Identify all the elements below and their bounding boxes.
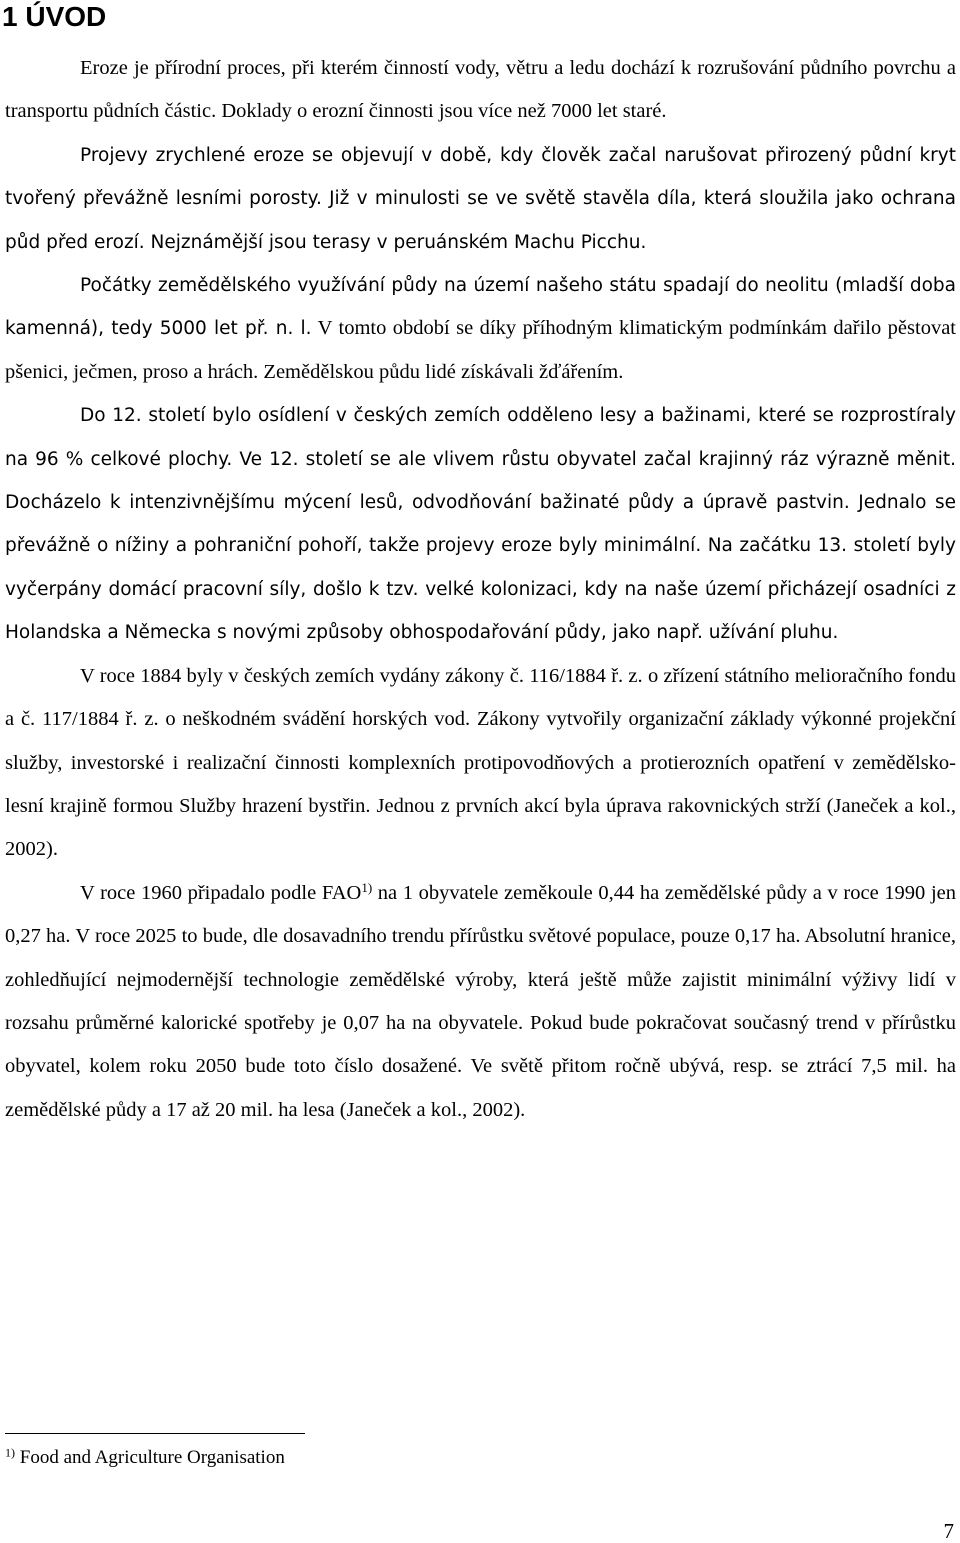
paragraph-agriculture-origins-rest: V tomto období se díky příhodným klimatickým podmínkám dařilo pěstovat pšenici, ječmen, proso a hrách. Zemědělskou půdu lidé získávali žďářením. (5, 317, 956, 383)
paragraph-settlement-history (5, 394, 956, 654)
chapter-heading: 1 ÚVOD (2, 1, 107, 32)
paragraph-accelerated-erosion (5, 134, 956, 264)
page-number: 7 (943, 1519, 954, 1543)
footnote-text: Food and Agriculture Organisation (15, 1447, 285, 1468)
paragraph-erosion-definition: Eroze je přírodní proces, při kterém činností vody, větru a ledu dochází k rozrušování půdního povrchu a transportu půdních částic. Doklady o erozní činnosti jsou více než 7000 let staré. (5, 57, 956, 123)
paragraph-settlement-history-text: Do 12. století bylo osídlení v českých zemích odděleno lesy a bažinami, které se rozprostíraly na 96 % celkové plochy. Ve 12. století se ale vlivem růstu obyvatel začal krajinný ráz výrazně měnit. Docházelo k intenzivnějšímu mýcení lesů, odvodňování bažinaté půdy a úpravě pastvin. Jednalo se převážně o nížiny a pohraniční pohoří, takže projevy eroze byly minimální. Na začátku 13. století byly vyčerpány domácí pracovní síly, došlo k tzv. velké kolonizaci, kdy na naše území přicházejí osadníci z Holandska a Německa s novými způsoby obhospodařování půdy, jako např. užívání pluhu. (5, 405, 956, 644)
paragraph-fao-statistics (5, 872, 956, 1132)
paragraph-agriculture-origins-text: Počátky zemědělského využívání půdy na území našeho státu spadají do neolitu (mladší doba kamenná), tedy 5000 let př. n. l. (5, 275, 956, 340)
paragraph-fao-statistics-start: V roce 1960 připadalo podle FAO (80, 881, 362, 904)
footnote-reference: 1) (361, 879, 373, 895)
paragraph-agriculture-origins (5, 264, 956, 394)
paragraph-fao-statistics-rest: na 1 obyvatele zeměkoule 0,44 ha zemědělské půdy a v roce 1990 jen 0,27 ha. V roce 2025 to bude, dle dosavadního trendu přírůstku světové populace, pouze 0,17 ha. Absolutní hranice, zohledňující nejmodernější technologie zemědělské výroby, která ještě může zajistit minimální výživy lidí v rozsahu průměrné kalorické spotřeby je 0,07 ha na obyvatele. Pokud bude pokračovat současný trend v přírůstku obyvatel, kolem roku 2050 bude toto číslo dosažené. Ve světě přitom ročně ubývá, resp. se ztrácí 7,5 mil. ha zemědělské půdy a 17 až 20 mil. ha lesa (Janeček a kol., 2002). (5, 881, 956, 1121)
body-text (5, 47, 956, 1132)
paragraph-accelerated-erosion-text: Projevy zrychlené eroze se objevují v době, kdy člověk začal narušovat přirozený půdní kryt tvořený převážně lesními porosty. Již v minulosti se ve světě stavěla díla, která sloužila jako ochrana půd před erozí. Nejznámější jsou terasy v peruánském Machu Picchu. (5, 144, 956, 253)
footnote-separator (5, 1433, 305, 1434)
footnote (5, 1446, 285, 1470)
paragraph-laws-1884: V roce 1884 byly v českých zemích vydány zákony č. 116/1884 ř. z. o zřízení státního melioračního fondu a č. 117/1884 ř. z. o neškodném svádění horských vod. Zákony vytvořily organizační základy výkonné projekční služby, investorské i realizační činnosti komplexních protipovodňových a protierozních opatření v zemědělsko-lesní krajině formou Služby hrazení bystřin. Jednou z prvních akcí byla úprava rakovnických strží (Janeček a kol., 2002). (5, 664, 956, 861)
footnote-mark: 1) (5, 1445, 15, 1460)
